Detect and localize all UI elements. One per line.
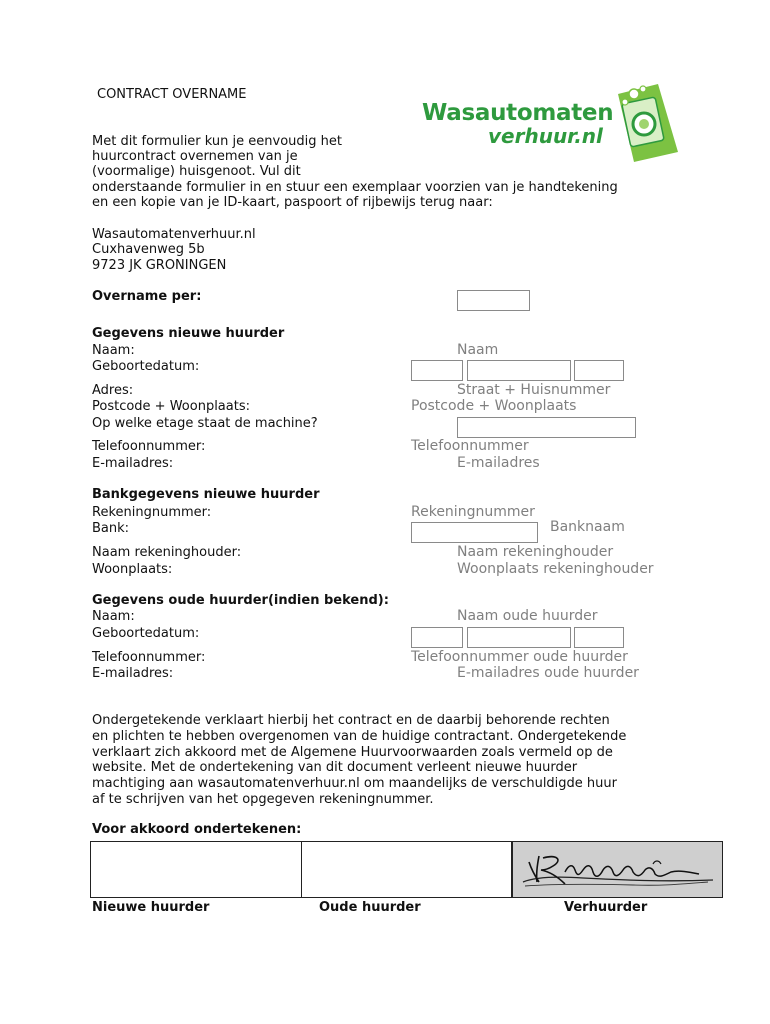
address-street: Cuxhavenweg 5b [92,242,205,257]
old-tenant-dob-day-input[interactable] [411,627,463,648]
bank-holder-input[interactable]: Naam rekeninghouder [457,544,614,560]
declaration-line: machtiging aan wasautomatenverhuur.nl om maandelijks de verschuldigde huur [92,776,617,791]
old-tenant-dob-label: Geboortedatum: [92,626,200,641]
new-tenant-phone-input[interactable]: Telefoonnummer [411,438,529,454]
declaration-line: Ondergetekende verklaart hierbij het contract en de daarbij behorende rechten [92,713,610,728]
old-tenant-heading: Gegevens oude huurder(indien bekend): [92,593,389,608]
bank-holder-label: Naam rekeninghouder: [92,545,242,560]
bank-city-input[interactable]: Woonplaats rekeninghouder [457,561,654,577]
landlord-signature-box [512,841,723,898]
new-tenant-name-input[interactable]: Naam [457,342,499,358]
new-tenant-dob-month-input[interactable] [467,360,571,381]
new-tenant-floor-label: Op welke etage staat de machine? [92,416,318,431]
intro-line: huurcontract overnemen van je [92,149,298,164]
intro-line: en een kopie van je ID-kaart, paspoort of rijbewijs terug naar: [92,195,493,210]
bank-account-input[interactable]: Rekeningnummer [411,504,535,520]
document-title: CONTRACT OVERNAME [97,87,247,102]
new-tenant-signature-box[interactable] [90,841,302,898]
bank-name-box[interactable] [411,522,538,543]
new-tenant-postal-input[interactable]: Postcode + Woonplaats [411,398,577,414]
address-company: Wasautomatenverhuur.nl [92,227,256,242]
new-tenant-heading: Gegevens nieuwe huurder [92,326,285,341]
new-tenant-postal-label: Postcode + Woonplaats: [92,399,250,414]
bank-heading: Bankgegevens nieuwe huurder [92,487,320,502]
intro-line: onderstaande formulier in en stuur een exemplaar voorzien van je handtekening [92,180,618,195]
old-tenant-name-input[interactable]: Naam oude huurder [457,608,598,624]
new-tenant-address-label: Adres: [92,383,134,398]
new-tenant-floor-input[interactable] [457,417,636,438]
old-tenant-name-label: Naam: [92,609,135,624]
bank-name-input[interactable]: Banknaam [550,519,625,535]
new-tenant-phone-label: Telefoonnummer: [92,439,206,454]
intro-line: Met dit formulier kun je eenvoudig het [92,134,342,149]
declaration-line: af te schrijven van het opgegeven rekeningnummer. [92,792,434,807]
intro-line: (voormalige) huisgenoot. Vul dit [92,164,301,179]
bank-name-label: Bank: [92,521,130,536]
new-tenant-dob-year-input[interactable] [574,360,624,381]
new-tenant-address-input[interactable]: Straat + Huisnummer [457,382,611,398]
old-tenant-dob-month-input[interactable] [467,627,571,648]
new-tenant-name-label: Naam: [92,343,135,358]
declaration-line: website. Met de ondertekening van dit document verleent nieuwe huurder [92,760,578,775]
address-city: 9723 JK GRONINGEN [92,258,227,273]
old-tenant-signature-label: Oude huurder [319,900,421,915]
signature-heading: Voor akkoord ondertekenen: [92,822,302,837]
old-tenant-signature-box[interactable] [301,841,512,898]
new-tenant-email-label: E-mailadres: [92,456,174,471]
old-tenant-email-input[interactable]: E-mailadres oude huurder [457,665,639,681]
declaration-line: en plichten te hebben overgenomen van de huidige contractant. Ondergetekende [92,729,627,744]
declaration-line: verklaart zich akkoord met de Algemene Huurvoorwaarden zoals vermeld op de [92,745,613,760]
bank-city-label: Woonplaats: [92,562,173,577]
logo-main-text: Wasautomaten [422,100,614,126]
takeover-date-input[interactable] [457,290,530,311]
old-tenant-phone-label: Telefoonnummer: [92,650,206,665]
new-tenant-signature-label: Nieuwe huurder [92,900,210,915]
landlord-signature-label: Verhuurder [564,900,648,915]
handwritten-signature [513,842,722,897]
old-tenant-phone-input[interactable]: Telefoonnummer oude huurder [411,649,628,665]
old-tenant-email-label: E-mailadres: [92,666,174,681]
new-tenant-email-input[interactable]: E-mailadres [457,455,540,471]
logo-sub-text: verhuur.nl [488,124,603,148]
new-tenant-dob-day-input[interactable] [411,360,463,381]
takeover-date-label: Overname per: [92,289,202,304]
old-tenant-dob-year-input[interactable] [574,627,624,648]
new-tenant-dob-label: Geboortedatum: [92,359,200,374]
company-logo [422,82,682,164]
bank-account-label: Rekeningnummer: [92,505,212,520]
